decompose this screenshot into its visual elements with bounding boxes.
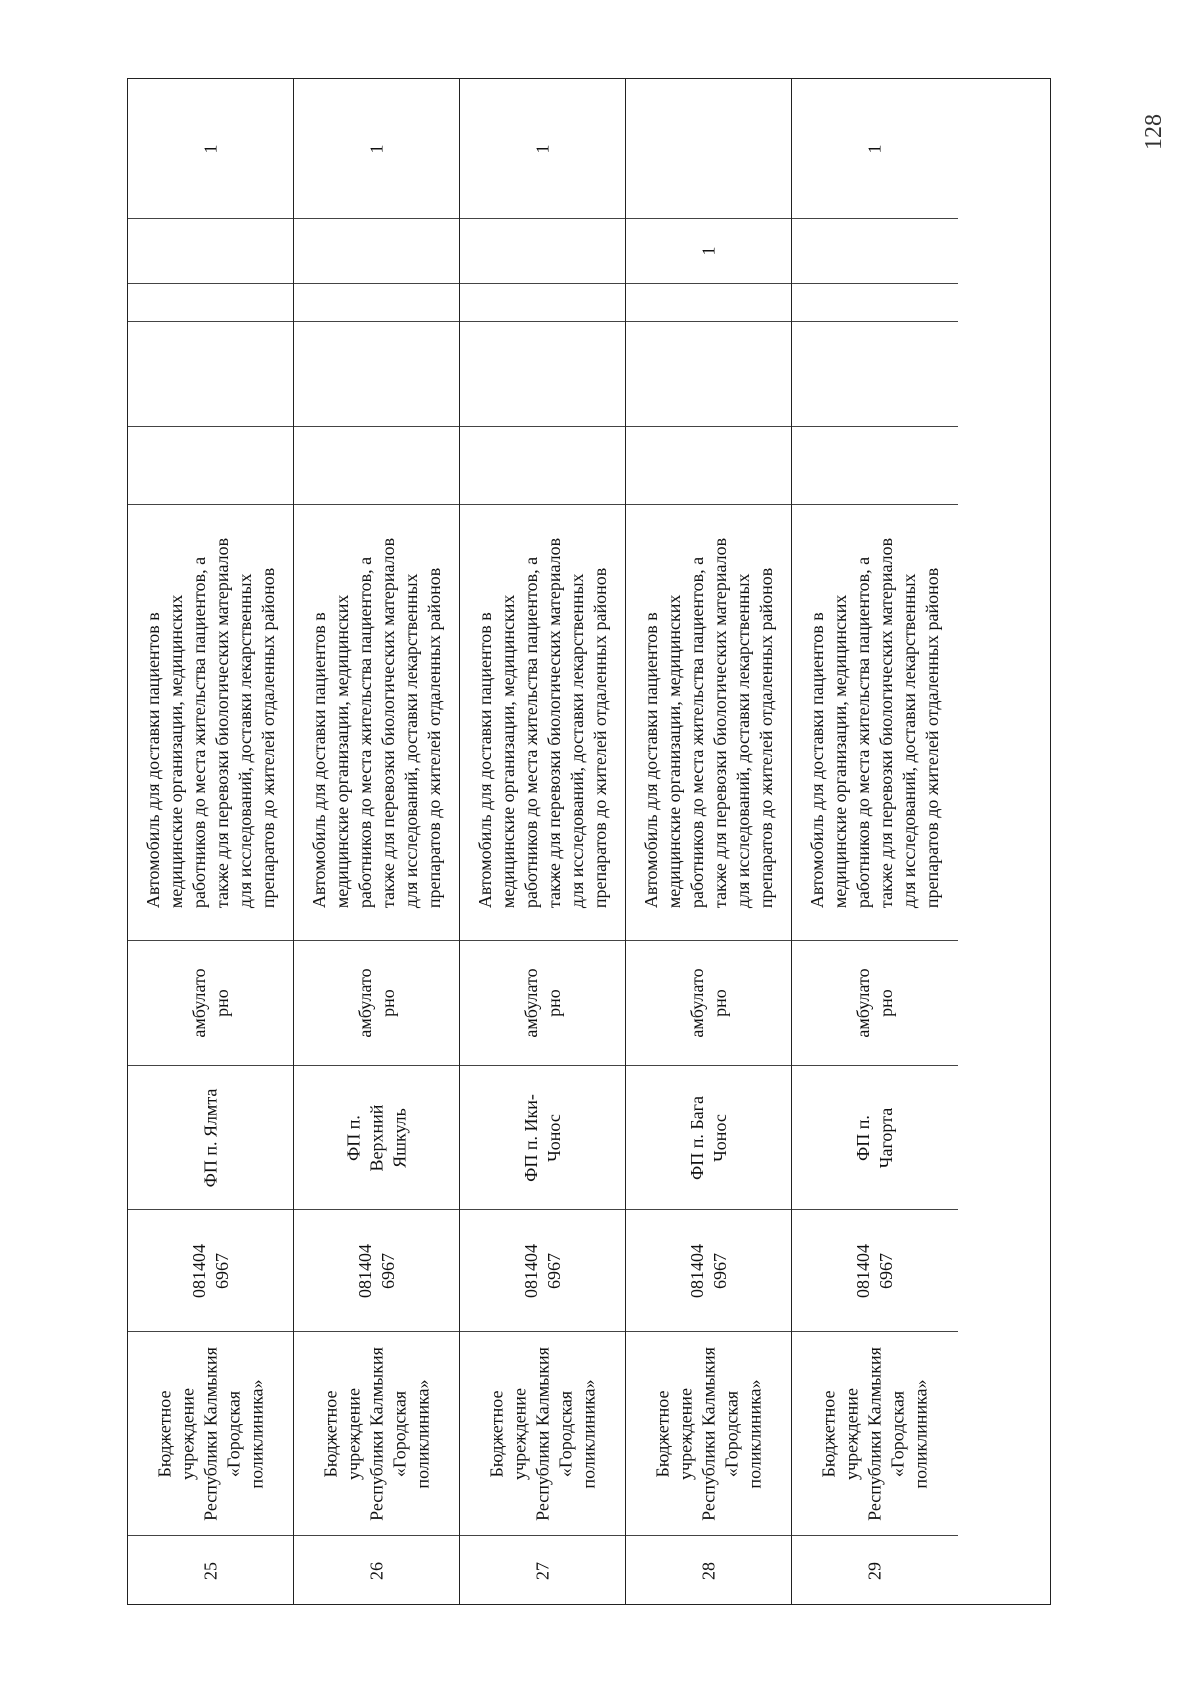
quantity-col-4-cell (792, 219, 958, 284)
quantity-col-1-cell (792, 427, 958, 505)
organization-code-line: 6967 (377, 1252, 398, 1289)
unit-name (342, 1104, 411, 1171)
quantity-col-3-cell (460, 284, 625, 322)
vehicle-description-cell (294, 505, 459, 941)
care-type-line: амбулато (520, 968, 541, 1038)
organization-name-line: поликлиника» (412, 1378, 432, 1489)
vehicle-description (474, 537, 612, 907)
organization-name-line: учреждение (343, 1387, 363, 1480)
row-number-cell (460, 1536, 625, 1606)
care-type-cell (128, 941, 293, 1066)
organization-code-line: 6967 (543, 1252, 564, 1289)
care-type-line: рно (377, 989, 398, 1017)
care-type-line: рно (876, 989, 896, 1017)
organization-name-cell (128, 1332, 293, 1536)
organization-name-line: «Городская (721, 1390, 741, 1477)
vehicle-description-line: для исследований, доставки лекарственных (732, 572, 753, 908)
organization-name-line: учреждение (177, 1387, 197, 1480)
vehicle-description-line: работников до места жительства пациентов, а (354, 556, 375, 908)
care-type-cell (294, 941, 459, 1066)
organization-code-line: 081404 (354, 1243, 375, 1298)
vehicle-description (806, 537, 944, 907)
organization-code (354, 1244, 400, 1298)
organization-name-line: Республики Калмыкия (864, 1346, 885, 1521)
vehicle-description-line: работников до места жительства пациентов, а (520, 556, 541, 908)
unit-name-cell (460, 1066, 625, 1210)
organization-name-line: поликлиника» (246, 1378, 266, 1489)
vehicle-description-line: работников до места жительства пациентов, а (853, 556, 873, 908)
vehicle-description-line: медицинские организации, медицинских (497, 594, 518, 908)
vehicle-table (127, 78, 1051, 1605)
organization-name-line: поликлиника» (744, 1378, 764, 1489)
vehicle-description-line: Автомобиль для доставки пациентов в (640, 611, 661, 908)
organization-name-line: Республики Калмыкия (366, 1346, 386, 1521)
vehicle-description-cell (128, 505, 293, 941)
organization-code-line: 6967 (211, 1252, 232, 1289)
quantity-col-5: 1 (200, 144, 220, 153)
vehicle-description-line: препаратов до жителей отдаленных районов (755, 567, 776, 908)
unit-name-cell (792, 1066, 958, 1210)
vehicle-description-line: препаратов до жителей отдаленных районов (922, 567, 942, 908)
quantity-col-3-cell (626, 284, 791, 322)
organization-code (686, 1244, 732, 1298)
care-type-line: амбулато (686, 968, 707, 1038)
quantity-col-5-cell (792, 79, 958, 219)
vehicle-description-line: Автомобиль для доставки пациентов в (308, 611, 329, 908)
unit-name-cell (128, 1066, 293, 1210)
quantity-col-2-cell (128, 322, 293, 427)
organization-name-line: учреждение (675, 1387, 695, 1480)
quantity-col-1-cell (460, 427, 625, 505)
quantity-col-4-cell (460, 219, 625, 284)
vehicle-description-line: медицинские организации, медицинских (830, 594, 850, 908)
organization-name-line: учреждение (841, 1387, 862, 1480)
quantity-col-3-cell (128, 284, 293, 322)
care-type (354, 968, 400, 1037)
organization-code (520, 1244, 566, 1298)
organization-name-cell (792, 1332, 958, 1536)
quantity-col-4-cell (128, 219, 293, 284)
quantity-col-4: 1 (698, 246, 718, 256)
vehicle-description-line: также для перевозки биологических материалов (211, 537, 232, 908)
quantity-col-3-cell (792, 284, 958, 322)
quantity-col-1-cell (128, 427, 293, 505)
row-number-cell (294, 1536, 459, 1606)
organization-name-line: Республики Калмыкия (532, 1346, 552, 1521)
organization-name-line: «Городская (223, 1390, 243, 1477)
quantity-col-5: 1 (864, 144, 885, 153)
organization-name-line: Бюджетное (486, 1390, 506, 1477)
unit-name-line: Чагорта (876, 1107, 896, 1168)
vehicle-description (308, 537, 446, 907)
table-row (128, 79, 294, 1604)
organization-code-line: 081404 (686, 1243, 707, 1298)
care-type-line: амбулато (853, 968, 873, 1038)
row-number: 28 (698, 1562, 718, 1580)
vehicle-description-line: медицинские организации, медицинских (331, 594, 352, 908)
quantity-col-5-cell (128, 79, 293, 219)
unit-name-line: Чонос (543, 1113, 564, 1162)
vehicle-description-line: препаратов до жителей отдаленных районов (257, 567, 278, 908)
vehicle-description-line: работников до места жительства пациентов, а (686, 556, 707, 908)
unit-name-cell (626, 1066, 791, 1210)
vehicle-description-line: для исследований, доставки лекарственных (400, 572, 421, 908)
quantity-col-1-cell (626, 427, 791, 505)
vehicle-description-line: также для перевозки биологических материалов (543, 537, 564, 908)
unit-name-line: ФП п. (343, 1114, 363, 1161)
care-type (188, 968, 234, 1037)
vehicle-description-line: также для перевозки биологических материалов (377, 537, 398, 908)
care-type-cell (792, 941, 958, 1066)
row-number: 27 (532, 1562, 552, 1580)
unit-name-line: ФП п. Ики- (520, 1093, 541, 1182)
table-row (792, 79, 958, 1604)
vehicle-description-cell (626, 505, 791, 941)
care-type (520, 968, 566, 1037)
organization-name-line: Бюджетное (320, 1390, 340, 1477)
organization-code-cell (792, 1210, 958, 1332)
organization-name-line: Бюджетное (818, 1390, 839, 1477)
vehicle-description-line: для исследований, доставки лекарственных (234, 572, 255, 908)
care-type-cell (460, 941, 625, 1066)
unit-name (520, 1094, 566, 1182)
organization-code-line: 6967 (876, 1252, 896, 1289)
organization-name-line: поликлиника» (578, 1378, 598, 1489)
page-number: 128 (1141, 114, 1167, 150)
quantity-col-2-cell (460, 322, 625, 427)
care-type-line: рно (543, 989, 564, 1017)
organization-name-line: поликлиника» (910, 1378, 931, 1489)
vehicle-description (142, 537, 280, 907)
quantity-col-3-cell (294, 284, 459, 322)
organization-name-cell (460, 1332, 625, 1536)
vehicle-description-line: медицинские организации, медицинских (165, 594, 186, 908)
organization-name-line: «Городская (389, 1390, 409, 1477)
care-type (686, 968, 732, 1037)
quantity-col-5: 1 (366, 144, 386, 153)
care-type-cell (626, 941, 791, 1066)
unit-name (199, 1088, 222, 1187)
organization-name-line: «Городская (555, 1390, 575, 1477)
organization-name-line: Бюджетное (652, 1390, 672, 1477)
table-row (294, 79, 460, 1604)
organization-code-cell (128, 1210, 293, 1332)
organization-code-line: 081404 (853, 1243, 873, 1298)
organization-name-line: «Городская (887, 1390, 908, 1477)
row-number-cell (128, 1536, 293, 1606)
vehicle-description (640, 537, 778, 907)
care-type-line: рно (211, 989, 232, 1017)
organization-name (485, 1347, 600, 1521)
row-number-cell (792, 1536, 958, 1606)
care-type (852, 968, 898, 1037)
quantity-col-5: 1 (532, 144, 552, 153)
organization-name-line: Республики Калмыкия (698, 1346, 718, 1521)
vehicle-description-cell (460, 505, 625, 941)
vehicle-description-line: Автомобиль для доставки пациентов в (142, 611, 163, 908)
vehicle-description-line: также для перевозки биологических материалов (709, 537, 730, 908)
vehicle-description-line: Автомобиль для доставки пациентов в (474, 611, 495, 908)
organization-code-line: 081404 (188, 1243, 209, 1298)
unit-name-line: ФП п. Бага (686, 1095, 707, 1180)
organization-name-line: Бюджетное (154, 1390, 174, 1477)
organization-name (651, 1347, 766, 1521)
table-row (626, 79, 792, 1604)
organization-code-line: 081404 (520, 1243, 541, 1298)
row-number-cell (626, 1536, 791, 1606)
quantity-col-4-cell (626, 219, 791, 284)
organization-name (818, 1347, 933, 1521)
row-number: 25 (200, 1562, 220, 1580)
organization-code (852, 1244, 898, 1298)
unit-name-cell (294, 1066, 459, 1210)
organization-code-cell (460, 1210, 625, 1332)
unit-name-line: ФП п. Ялмта (200, 1088, 220, 1187)
unit-name-line: Чонос (709, 1113, 730, 1162)
unit-name (686, 1095, 732, 1179)
vehicle-description-line: также для перевозки биологических материалов (876, 537, 896, 908)
organization-code-cell (626, 1210, 791, 1332)
table-row (460, 79, 626, 1604)
vehicle-description-line: работников до места жительства пациентов, а (188, 556, 209, 908)
organization-name-cell (626, 1332, 791, 1536)
care-type-line: амбулато (354, 968, 375, 1038)
quantity-col-5-cell (460, 79, 625, 219)
quantity-col-2-cell (294, 322, 459, 427)
organization-code-line: 6967 (709, 1252, 730, 1289)
vehicle-description-line: для исследований, доставки лекарственных (566, 572, 587, 908)
vehicle-description-line: препаратов до жителей отдаленных районов (589, 567, 610, 908)
organization-name-cell (294, 1332, 459, 1536)
unit-name-line: ФП п. (853, 1114, 873, 1161)
unit-name-line: Яшкуль (389, 1107, 409, 1168)
quantity-col-5-cell (294, 79, 459, 219)
vehicle-description-cell (792, 505, 958, 941)
row-number: 29 (864, 1562, 885, 1580)
quantity-col-4-cell (294, 219, 459, 284)
vehicle-description-line: Автомобиль для доставки пациентов в (807, 611, 827, 908)
care-type-line: рно (709, 989, 730, 1017)
care-type-line: амбулато (188, 968, 209, 1038)
organization-name-line: Республики Калмыкия (200, 1346, 220, 1521)
unit-name (852, 1107, 898, 1167)
organization-code-cell (294, 1210, 459, 1332)
organization-name (153, 1347, 268, 1521)
vehicle-description-line: препаратов до жителей отдаленных районов (423, 567, 444, 908)
quantity-col-2-cell (626, 322, 791, 427)
unit-name-line: Верхний (366, 1104, 386, 1171)
quantity-col-5-cell (626, 79, 791, 219)
vehicle-description-line: медицинские организации, медицинских (663, 594, 684, 908)
quantity-col-1-cell (294, 427, 459, 505)
row-number: 26 (366, 1562, 386, 1580)
vehicle-description-line: для исследований, доставки лекарственных (899, 572, 919, 908)
organization-name-line: учреждение (509, 1387, 529, 1480)
quantity-col-2-cell (792, 322, 958, 427)
organization-name (319, 1347, 434, 1521)
organization-code (188, 1244, 234, 1298)
